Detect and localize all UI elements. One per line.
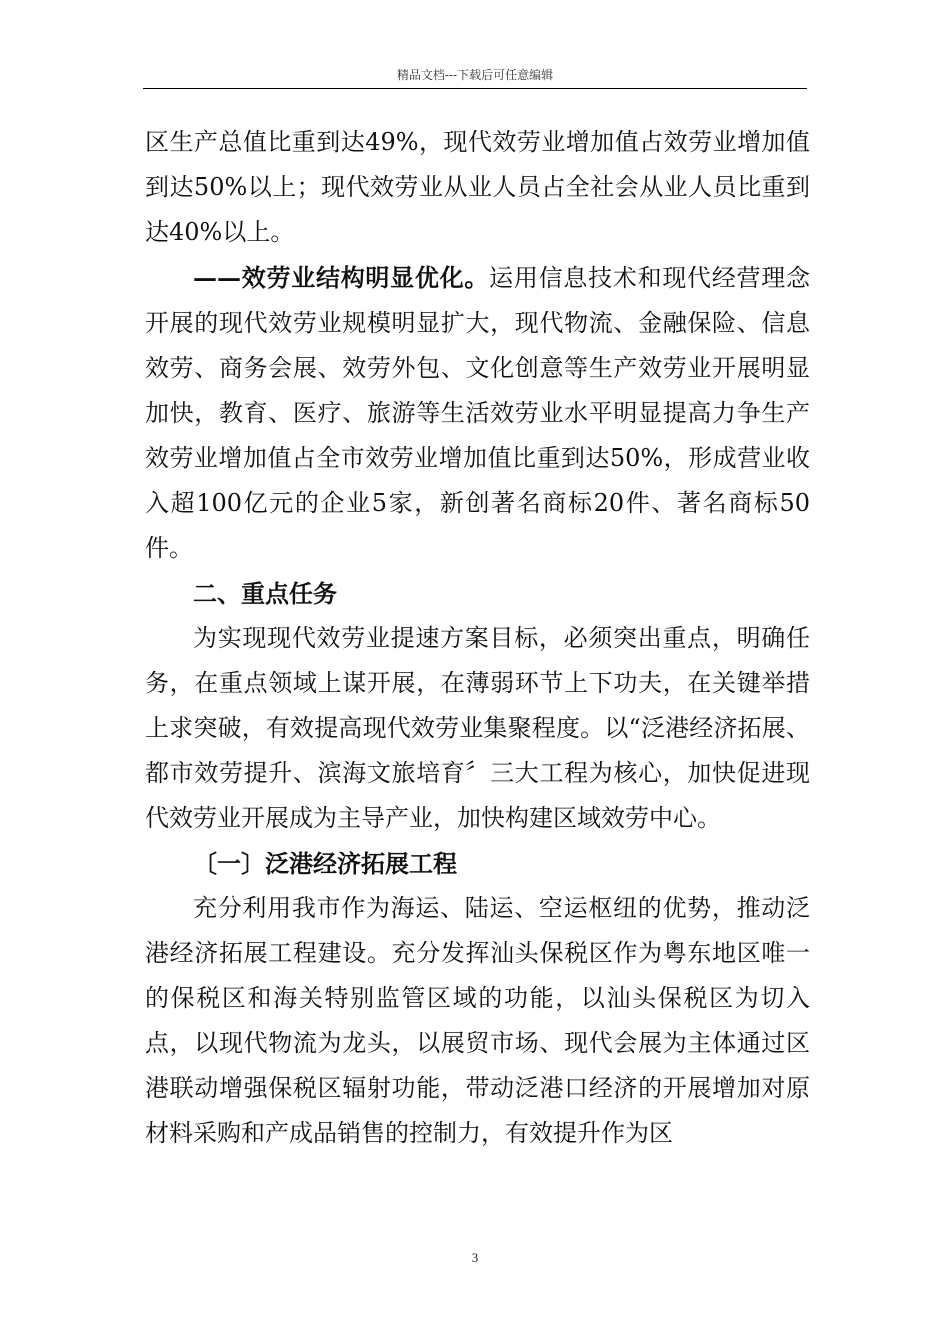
paragraph-2-body: 运用信息技术和现代经营理念开展的现代效劳业规模明显扩大，现代物流、金融保险、信息效劳、商务会展、效劳外包、文化创意等生产效劳业开展明显加快，教育、医疗、旅游等生活效劳业水平明显提高力争生产效劳业增加值占全市效劳业增加值比重到达50%，形成营业收入超100亿元的企业5家，新创著名商标20件、著名商标50件。 <box>145 264 811 562</box>
paragraph-3: 为实现现代效劳业提速方案目标，必须突出重点，明确任务，在重点领域上谋开展，在薄弱环节上下功夫，在关键举措上求突破，有效提高现代效劳业集聚程度。以“泛港经济拓展、都市效劳提升、滨海文旅培育〞三大工程为核心，加快促进现代效劳业开展成为主导产业，加快构建区域效劳中心。 <box>145 624 810 832</box>
paragraph-2-lead: ——效劳业结构明显优化。 <box>193 263 490 292</box>
subsection-heading-port-economy: 〔一〕泛港经济拓展工程 <box>193 849 457 878</box>
document-body <box>145 120 810 1156</box>
header-rule <box>143 88 807 89</box>
paragraph-1: 区生产总值比重到达49%，现代效劳业增加值占效劳业增加值到达50%以上；现代效劳业从业人员占全社会从业人员比重到达40%以上。 <box>145 128 810 246</box>
page-number: 3 <box>471 1250 479 1265</box>
page-header: 精品文档---下载后可任意编辑 <box>396 68 554 82</box>
paragraph-2 <box>145 255 810 571</box>
section-heading-key-tasks: 二、重点任务 <box>193 579 337 608</box>
paragraph-4: 充分利用我市作为海运、陆运、空运枢纽的优势，推动泛港经济拓展工程建设。充分发挥汕头保税区作为粤东地区唯一的保税区和海关特别监管区域的功能，以汕头保税区为切入点，以现代物流为龙头，以展贸市场、现代会展为主体通过区港联动增强保税区辐射功能，带动泛港口经济的开展增加对原材料采购和产成品销售的控制力，有效提升作为区 <box>145 894 810 1147</box>
